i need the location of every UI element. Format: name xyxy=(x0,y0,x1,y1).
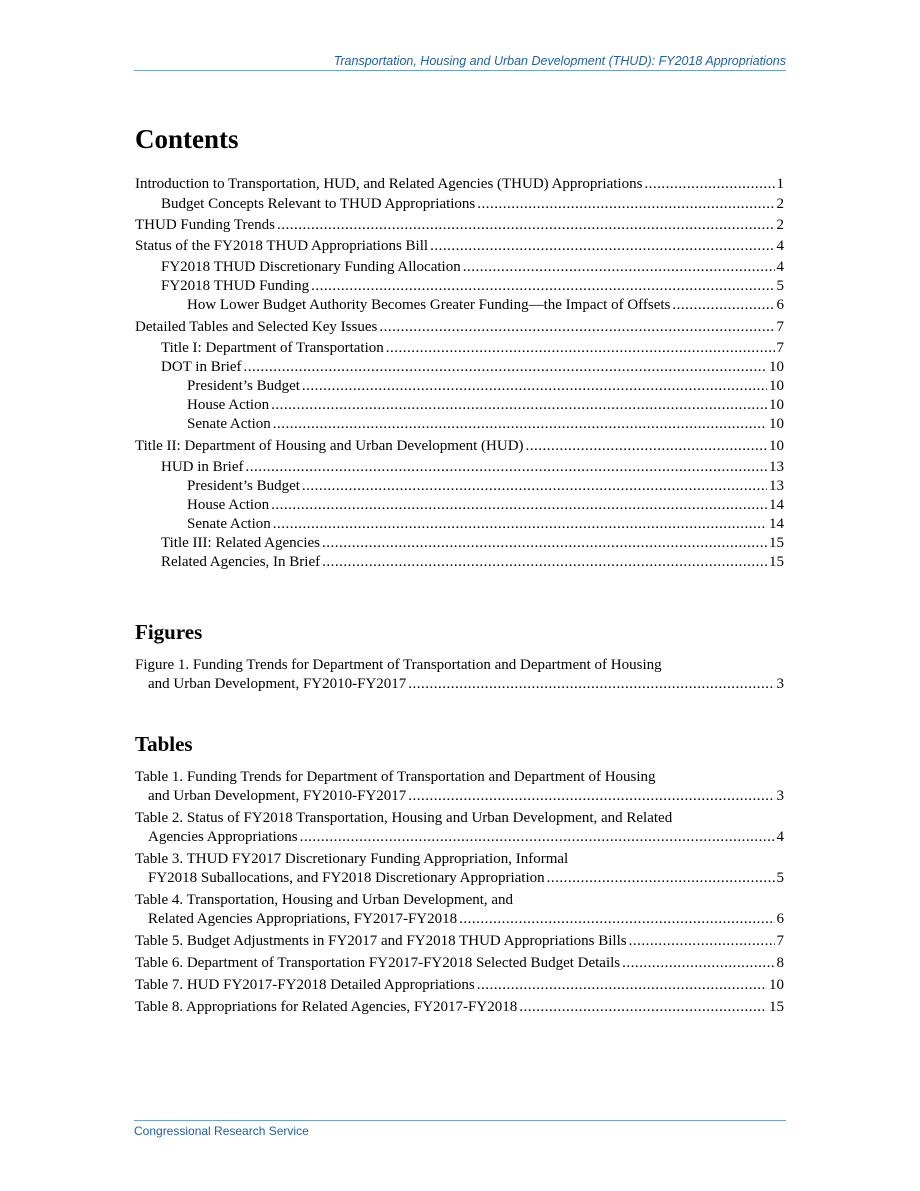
table-entry[interactable]: Table 3. THUD FY2017 Discretionary Funding Appropriation, Informal FY2018 Suballocations, and FY2018 Discretionary Appropriation ..... 5 xyxy=(135,850,784,888)
toc-entry[interactable]: Senate Action ..... 10 xyxy=(135,415,784,434)
toc-entry[interactable]: President’s Budget ..... 10 xyxy=(135,377,784,396)
toc-entry[interactable]: FY2018 THUD Funding ..... 5 xyxy=(135,277,784,296)
toc-entry[interactable]: Title III: Related Agencies ..... 15 xyxy=(135,534,784,553)
table-entry[interactable]: Table 8. Appropriations for Related Agencies, FY2017-FY2018 ..... 15 xyxy=(135,998,784,1017)
table-entry[interactable]: Table 4. Transportation, Housing and Urban Development, and Related Agencies Appropriations, FY2017-FY2018 ..... 6 xyxy=(135,891,784,929)
toc-entry[interactable]: How Lower Budget Authority Becomes Greater Funding—the Impact of Offsets ..... 6 xyxy=(135,296,784,315)
table-entry[interactable]: Table 7. HUD FY2017-FY2018 Detailed Appropriations ..... 10 xyxy=(135,976,784,995)
toc-entry[interactable]: DOT in Brief ..... 10 xyxy=(135,358,784,377)
toc-entry[interactable]: Status of the FY2018 THUD Appropriations Bill ..... 4 xyxy=(135,237,784,256)
toc-entry[interactable]: Related Agencies, In Brief ..... 15 xyxy=(135,553,784,572)
toc-entry[interactable]: Detailed Tables and Selected Key Issues ..... 7 xyxy=(135,318,784,337)
toc-entry[interactable]: House Action ..... 10 xyxy=(135,396,784,415)
toc-entry[interactable]: House Action ..... 14 xyxy=(135,496,784,515)
table-entry[interactable]: Table 2. Status of FY2018 Transportation, Housing and Urban Development, and Related Agencies Appropriations ..... 4 xyxy=(135,809,784,847)
toc-entry[interactable]: Budget Concepts Relevant to THUD Appropriations ..... 2 xyxy=(135,195,784,214)
figures-list xyxy=(135,656,784,694)
contents-heading: Contents xyxy=(135,124,239,154)
table-entry[interactable]: Table 6. Department of Transportation FY2017-FY2018 Selected Budget Details ..... 8 xyxy=(135,954,784,973)
running-header: Transportation, Housing and Urban Development (THUD): FY2018 Appropriations xyxy=(134,54,786,71)
toc-entry[interactable]: HUD in Brief ..... 13 xyxy=(135,458,784,477)
toc-entry[interactable]: FY2018 THUD Discretionary Funding Allocation ..... 4 xyxy=(135,258,784,277)
contents-list xyxy=(135,173,784,572)
table-entry[interactable]: Table 1. Funding Trends for Department of Transportation and Department of Housing and Urban Development, FY2010-FY2017 ..... 3 xyxy=(135,768,784,806)
tables-heading: Tables xyxy=(135,732,193,756)
figures-heading: Figures xyxy=(135,620,203,644)
page-footer: Congressional Research Service xyxy=(134,1120,786,1138)
tables-list xyxy=(135,768,784,1017)
toc-entry[interactable]: Title II: Department of Housing and Urban Development (HUD) ..... 10 xyxy=(135,437,784,456)
figure-entry[interactable]: Figure 1. Funding Trends for Department of Transportation and Department of Housing and Urban Development, FY2010-FY2017 ..... 3 xyxy=(135,656,784,694)
toc-entry[interactable]: President’s Budget ..... 13 xyxy=(135,477,784,496)
table-entry[interactable]: Table 5. Budget Adjustments in FY2017 and FY2018 THUD Appropriations Bills ..... 7 xyxy=(135,932,784,951)
toc-entry[interactable]: Introduction to Transportation, HUD, and Related Agencies (THUD) Appropriations ..... 1 xyxy=(135,175,784,194)
toc-entry[interactable]: Senate Action ..... 14 xyxy=(135,515,784,534)
toc-entry[interactable]: THUD Funding Trends ..... 2 xyxy=(135,216,784,235)
toc-entry[interactable]: Title I: Department of Transportation ..... 7 xyxy=(135,339,784,358)
